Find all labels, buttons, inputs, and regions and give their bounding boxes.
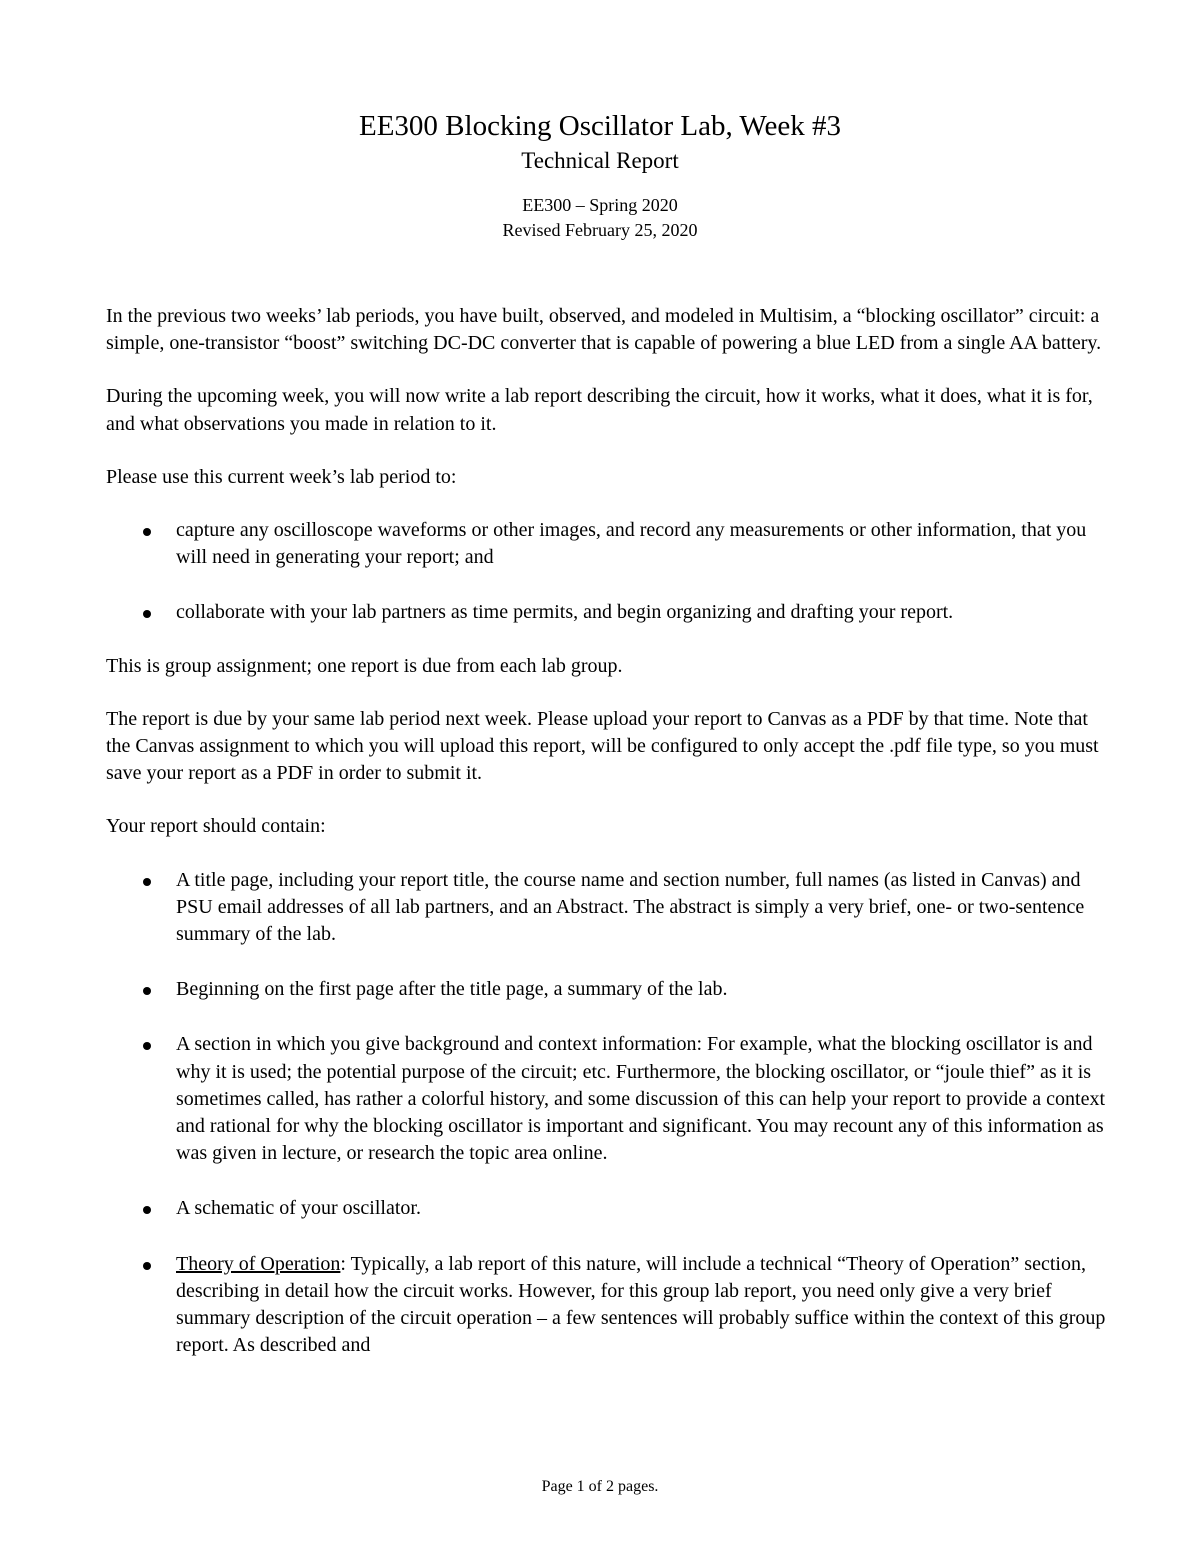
bullet-icon [143, 610, 151, 618]
bullet-icon [143, 878, 151, 886]
bullet-icon [143, 1262, 151, 1270]
list-item [106, 517, 1106, 571]
course-term: EE300 – Spring 2020 [522, 195, 678, 215]
group-assignment-paragraph: This is group assignment; one report is due from each lab group. [106, 654, 623, 677]
intro-paragraph: In the previous two weeks’ lab periods, you have built, observed, and modeled in Multisim, a “blocking oscillator” circuit: a simple, one-transistor “boost” switching DC-DC converter that is capable of powering a blue LED from a single AA battery. [106, 305, 1102, 355]
bullet-icon [143, 987, 151, 995]
document-meta [0, 193, 1200, 243]
list-item-text: Beginning on the first page after the title page, a summary of the lab. [176, 978, 728, 1001]
bullet-icon [143, 1206, 151, 1214]
document-header [0, 108, 1200, 243]
list-item [106, 599, 1106, 626]
lab-period-intro: Please use this current week’s lab period to: [106, 465, 457, 488]
list-item [106, 976, 1106, 1003]
page-footer: Page 1 of 2 pages. [541, 1478, 659, 1495]
list-item [106, 1031, 1106, 1167]
document-subtitle: Technical Report [521, 148, 679, 173]
report-contents-list [106, 867, 1106, 1360]
list-item-text: A title page, including your report title, the course name and section number, full names (as listed in Canvas) and PSU email addresses of all lab partners, and an Abstract. The abstract is simply a very brief, one- or two-sentence summary of the lab. [176, 868, 1085, 946]
theory-of-operation-heading: Theory of Operation [176, 1252, 341, 1275]
list-item-text: collaborate with your lab partners as time permits, and begin organizing and drafting your report. [176, 601, 954, 624]
bullet-icon [143, 528, 151, 536]
revised-date: Revised February 25, 2020 [502, 220, 698, 240]
list-item [106, 1195, 1106, 1222]
due-date-paragraph: The report is due by your same lab period next week. Please upload your report to Canvas as a PDF by that time. Note that the Canvas assignment to which you will upload this report, will be configured to only accept the .pdf file type, so you must save your report as a PDF in order to submit it. [106, 707, 1099, 785]
upcoming-week-paragraph: During the upcoming week, you will now write a lab report describing the circuit, how it works, what it does, what it is for, and what observations you made in relation to it. [106, 385, 1093, 435]
bullet-icon [143, 1042, 151, 1050]
list-item-text: : Typically, a lab report of this nature, will include a technical “Theory of Operation” section, describing in detail how the circuit works. However, for this group lab report, you need only give a very brief summary description of the circuit operation – a few sentences will probably suffice within the context of this group report. As described and [176, 1252, 1106, 1357]
list-item [106, 867, 1106, 949]
list-item [106, 1251, 1106, 1360]
lab-task-list [106, 517, 1106, 627]
list-item-text: A section in which you give background and context information: For example, what the blocking oscillator is and why it is used; the potential purpose of the circuit; etc. Furthermore, the blocking oscillator, or “joule thief” as it is sometimes called, has rather a colorful history, and some discussion of this can help your report to provide a context and rational for why the blocking oscillator is important and significant. You may recount any of this information as was given in lecture, or research the topic area online. [176, 1033, 1106, 1165]
list-item-text: capture any oscilloscope waveforms or other images, and record any measurements or other information, that you will need in generating your report; and [176, 519, 1087, 569]
list-item-text: A schematic of your oscillator. [176, 1197, 421, 1220]
document-body [106, 303, 1106, 1385]
document-title: EE300 Blocking Oscillator Lab, Week #3 [359, 110, 841, 142]
report-contents-intro: Your report should contain: [106, 815, 326, 838]
